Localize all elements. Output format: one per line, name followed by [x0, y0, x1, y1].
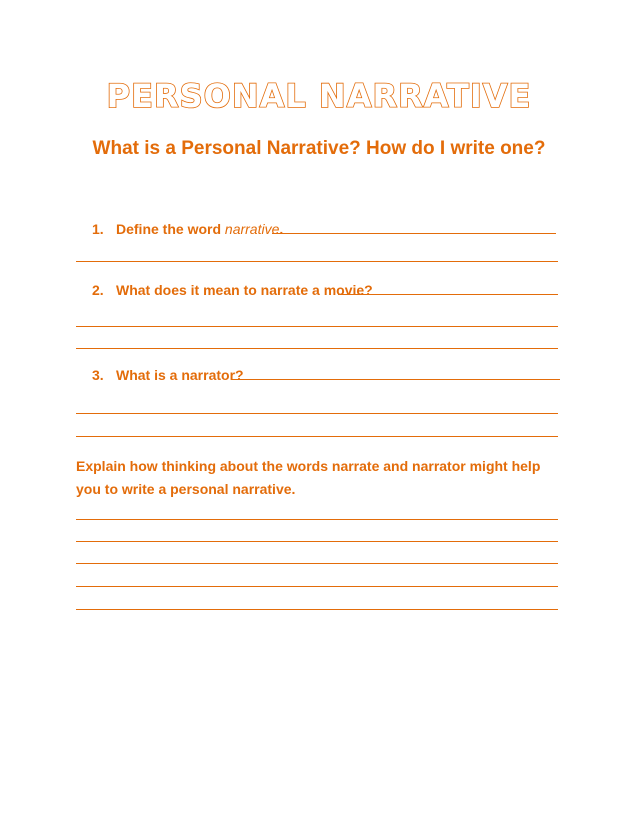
answer-line-4b[interactable]: [76, 541, 558, 542]
answer-line-4a[interactable]: [76, 519, 558, 520]
question-1-emphasis: narrative: [224, 221, 280, 237]
question-1: [92, 220, 283, 238]
question-2: [92, 281, 373, 299]
question-3-text: What is a narrator?: [116, 367, 244, 383]
answer-line-3a[interactable]: [76, 413, 558, 414]
question-1-number: 1.: [92, 221, 104, 237]
answer-line-4d[interactable]: [76, 586, 558, 587]
question-3-number: 3.: [92, 367, 104, 383]
answer-line-3b[interactable]: [76, 436, 558, 437]
answer-line-2b[interactable]: [76, 348, 558, 349]
question-1-text: Define the word: [116, 221, 225, 237]
answer-line-4c[interactable]: [76, 563, 558, 564]
question-1-suffix: .: [279, 221, 284, 237]
question-2-number: 2.: [92, 282, 104, 298]
page-subtitle: What is a Personal Narrative? How do I write one?: [92, 138, 546, 159]
question-3: [92, 366, 244, 384]
answer-line-3-inline[interactable]: [232, 379, 560, 380]
explain-prompt: Explain how thinking about the words narrate and narrator might help you to write a personal narrative.: [76, 458, 541, 497]
answer-line-4e[interactable]: [76, 609, 558, 610]
page-title: PERSONAL NARRATIVE: [106, 77, 532, 115]
answer-line-2a[interactable]: [76, 326, 558, 327]
answer-line-2-inline[interactable]: [338, 294, 558, 295]
answer-line-1-inline[interactable]: [272, 233, 556, 234]
answer-line-1[interactable]: [76, 261, 558, 262]
question-2-text: What does it mean to narrate a movie?: [116, 282, 373, 298]
